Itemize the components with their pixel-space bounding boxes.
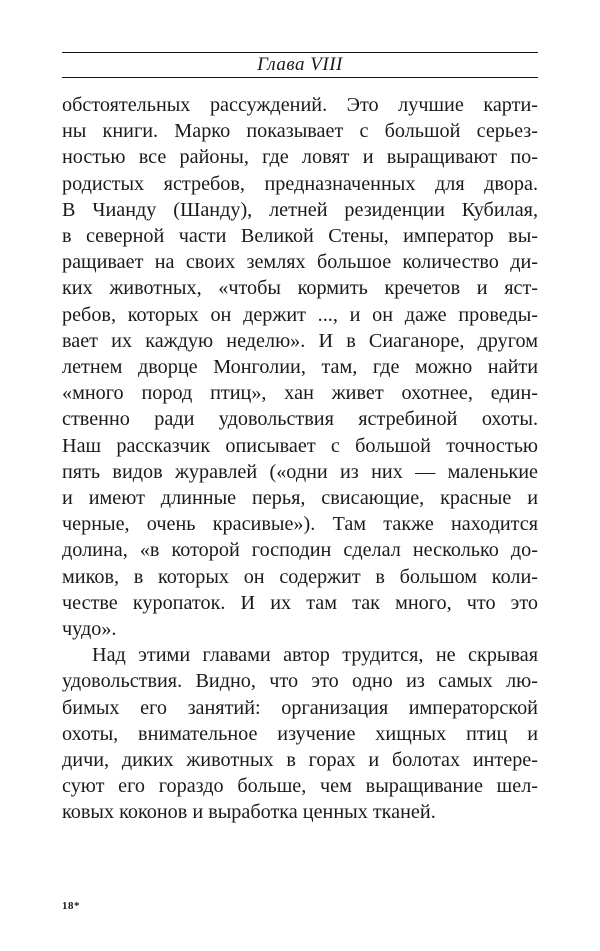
text-line: ких животных, «чтобы кормить кречетов и яст- xyxy=(62,277,538,300)
text-line: Над этими главами автор трудится, не скрывая xyxy=(92,644,538,667)
text-line: черные, очень красивые»). Там также находится xyxy=(62,513,538,536)
running-title: Глава VIII xyxy=(257,54,343,75)
text-line: и имеют длинные перья, свисающие, красные и xyxy=(62,487,538,510)
text-line: ращивает на своих землях большое количество ди- xyxy=(62,251,538,274)
paragraph-1 xyxy=(62,92,538,642)
text-line: суют его гораздо больше, чем выращивание шел- xyxy=(62,775,538,798)
text-line: В Чианду (Шанду), летней резиденции Кубилая, xyxy=(62,198,538,221)
text-line: ны книги. Марко показывает с большой серьез- xyxy=(62,120,538,143)
text-line: вает их каждую неделю». И в Сиаганоре, другом xyxy=(62,329,538,352)
text-line: удовольствия. Видно, что это одно из самых лю- xyxy=(62,670,538,693)
text-line: в северной части Великой Стены, император вы- xyxy=(62,225,538,248)
text-line: пять видов журавлей («одни из них — маленькие xyxy=(62,460,538,483)
text-line: ребов, которых он держит ..., и он даже проведы- xyxy=(62,303,538,326)
text-line: Наш рассказчик описывает с большой точностью xyxy=(62,434,538,457)
text-line: честве куропаток. И их там так много, что это xyxy=(62,591,538,614)
text-line: чудо». xyxy=(62,618,117,641)
text-line: летнем дворце Монголии, там, где можно найти xyxy=(62,356,538,379)
text-line: ковых коконов и выработка ценных тканей. xyxy=(62,801,436,824)
text-line: бимых его занятий: организация императорской xyxy=(62,696,538,719)
text-line: охоты, внимательное изучение хищных птиц и xyxy=(62,722,538,745)
header-rule-bottom xyxy=(62,77,538,78)
text-line: обстоятельных рассуждений. Это лучшие карти- xyxy=(62,94,538,116)
text-line: ственно ради удовольствия ястребиной охоты. xyxy=(62,408,538,431)
paragraph-2 xyxy=(62,642,538,825)
body-text xyxy=(62,92,538,826)
text-line: дичи, диких животных в горах и болотах интере- xyxy=(62,749,538,772)
text-line: родистых ястребов, предназначенных для двора. xyxy=(62,172,538,195)
signature-mark: 18* xyxy=(62,900,80,912)
text-line: миков, в которых он содержит в большом коли- xyxy=(62,565,538,588)
text-line: ностью все районы, где ловят и выращивают по- xyxy=(62,146,538,169)
text-line: долина, «в которой господин сделал несколько до- xyxy=(62,539,538,562)
text-line: «много пород птиц», хан живет охотнее, един- xyxy=(62,382,538,405)
